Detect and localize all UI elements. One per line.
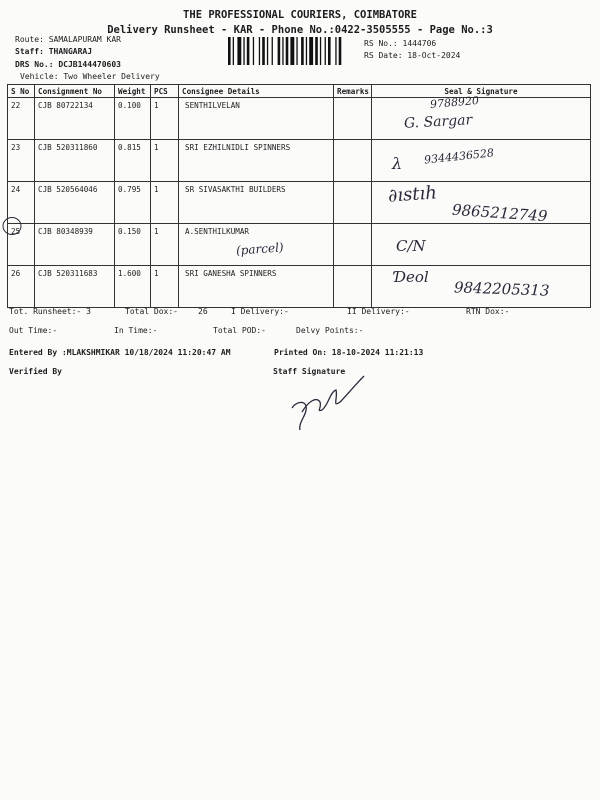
cell-consignee: SR SIVASAKTHI BUILDERS — [179, 182, 334, 224]
staff-signature-label: Staff Signature — [273, 367, 346, 376]
cell-sno: 25 — [8, 224, 35, 266]
handwritten-phone-1: 9788920 — [429, 93, 480, 112]
company-title: THE PROFESSIONAL COURIERS, COIMBATORE — [183, 9, 417, 21]
cell-consignee: A.SENTHILKUMAR — [179, 224, 334, 266]
cell-remarks — [334, 140, 372, 182]
total-runsheet: Tot. Runsheet:- 3 — [9, 307, 91, 316]
verified-by: Verified By — [9, 367, 62, 376]
handwritten-circle-mark — [2, 216, 22, 236]
cell-weight: 0.150 — [115, 224, 151, 266]
cell-pcs: 1 — [151, 182, 179, 224]
runsheet-subtitle: Delivery Runsheet - KAR - Phone No.:0422-3505555 - Page No.:3 — [107, 24, 493, 36]
cell-sno: 23 — [8, 140, 35, 182]
cell-pcs: 1 — [151, 266, 179, 308]
total-dox-value: 26 — [198, 307, 208, 316]
cell-pcs: 1 — [151, 140, 179, 182]
cell-consignment: CJB 80348939 — [35, 224, 115, 266]
rs-number: RS No.: 1444706 — [364, 39, 437, 48]
delvy-points: Delvy Points:- — [296, 326, 364, 335]
handwritten-signature-24: ∂ıstıh — [387, 182, 438, 207]
cell-sno: 24 — [8, 182, 35, 224]
total-pod: Total POD:- — [213, 326, 266, 335]
staff-signature-image — [286, 372, 366, 432]
cell-consignee: SRI EZHILNIDLI SPINNERS — [179, 140, 334, 182]
route-label: Route: SAMALAPURAM KAR — [15, 35, 121, 44]
handwritten-phone-4: 9842205313 — [453, 278, 550, 300]
cell-weight: 0.100 — [115, 98, 151, 140]
col-weight: Weight — [115, 85, 151, 98]
table-header-row — [8, 85, 591, 98]
handwritten-phone-2: 9344436528 — [423, 146, 495, 167]
handwritten-phone-3: 9865212749 — [451, 200, 548, 226]
runsheet-table — [7, 84, 591, 308]
in-time: In Time:- — [114, 326, 158, 335]
cell-weight: 0.815 — [115, 140, 151, 182]
cell-consignee: SENTHILVELAN — [179, 98, 334, 140]
entered-by: Entered By :MLAKSHMIKAR 10/18/2024 11:20:47 AM — [9, 348, 231, 357]
cell-sno: 26 — [8, 266, 35, 308]
printed-on: Printed On: 18-10-2024 11:21:13 — [274, 348, 424, 357]
ii-delivery: II Delivery:- — [347, 307, 410, 316]
handwritten-parcel-note: (parcel) — [235, 240, 285, 258]
handwritten-cn-note: C/N — [396, 237, 426, 255]
col-pcs: PCS — [151, 85, 179, 98]
rtn-dox: RTN Dox:- — [466, 307, 510, 316]
cell-sno: 22 — [8, 98, 35, 140]
cell-consignment: CJB 520564046 — [35, 182, 115, 224]
cell-weight: 1.600 — [115, 266, 151, 308]
total-dox-label: Total Dox:- — [125, 307, 178, 316]
cell-remarks — [334, 266, 372, 308]
vehicle-label: Vehicle: Two Wheeler Delivery — [20, 72, 160, 81]
rs-date: RS Date: 18-Oct-2024 — [364, 51, 461, 60]
drs-label: DRS No.: DCJB144470603 — [15, 60, 121, 69]
col-consignee: Consignee Details — [179, 85, 334, 98]
cell-consignment: CJB 520311683 — [35, 266, 115, 308]
handwritten-name-1: G. Sargar — [403, 112, 473, 132]
cell-consignment: CJB 520311860 — [35, 140, 115, 182]
cell-pcs: 1 — [151, 224, 179, 266]
col-signature: Seal & Signature — [372, 85, 591, 98]
cell-remarks — [334, 182, 372, 224]
cell-consignment: CJB 80722134 — [35, 98, 115, 140]
handwritten-signature-26: Ɗeol — [394, 268, 429, 286]
table-row — [8, 98, 591, 140]
cell-remarks — [334, 224, 372, 266]
cell-remarks — [334, 98, 372, 140]
table-row — [8, 224, 591, 266]
cell-weight: 0.795 — [115, 182, 151, 224]
col-consignment: Consignment No — [35, 85, 115, 98]
barcode-image — [228, 37, 358, 65]
i-delivery: I Delivery:- — [231, 307, 289, 316]
cell-pcs: 1 — [151, 98, 179, 140]
cell-consignee: SRI GANESHA SPINNERS — [179, 266, 334, 308]
handwritten-mark-23: λ — [392, 154, 403, 173]
staff-label: Staff: THANGARAJ — [15, 47, 93, 56]
table-row — [8, 140, 591, 182]
out-time: Out Time:- — [9, 326, 58, 335]
col-remarks: Remarks — [334, 85, 372, 98]
col-sno: S No — [8, 85, 35, 98]
